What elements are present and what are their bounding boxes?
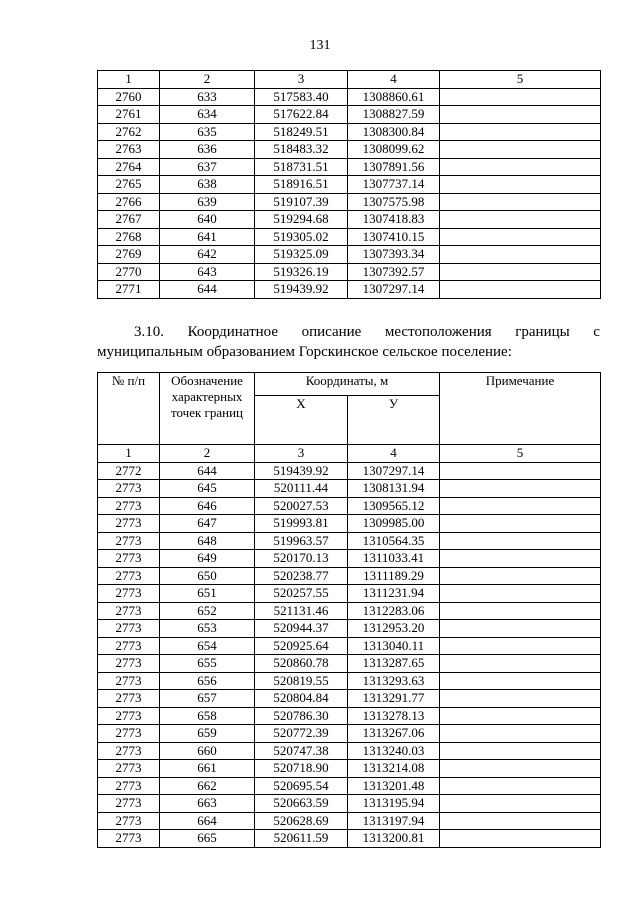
table-cell: 637 [160, 158, 255, 176]
table-cell [440, 228, 601, 246]
table-cell: 1307297.14 [348, 281, 440, 299]
table-cell: 664 [160, 812, 255, 830]
table-cell [440, 141, 601, 159]
table-row [98, 777, 601, 795]
table-cell: 1308131.94 [348, 480, 440, 498]
table-row [98, 550, 601, 568]
table-row [98, 123, 601, 141]
table-cell: 519963.57 [255, 532, 348, 550]
table-cell: 1308099.62 [348, 141, 440, 159]
table-cell: 2761 [98, 106, 160, 124]
table-row [98, 637, 601, 655]
table-row [98, 690, 601, 708]
table-row [98, 228, 601, 246]
table-cell: 519294.68 [255, 211, 348, 229]
table-cell: 651 [160, 585, 255, 603]
table-cell: 636 [160, 141, 255, 159]
table-cell: 1308860.61 [348, 88, 440, 106]
table-cell: 518483.32 [255, 141, 348, 159]
table-cell: 520027.53 [255, 497, 348, 515]
table-row [98, 515, 601, 533]
table-cell: 2772 [98, 462, 160, 480]
table-cell [440, 742, 601, 760]
table-cell: 2773 [98, 830, 160, 848]
table-cell: 520628.69 [255, 812, 348, 830]
table-cell: 1313278.13 [348, 707, 440, 725]
section-heading [97, 322, 600, 362]
table-cell: 654 [160, 637, 255, 655]
table-cell: 520111.44 [255, 480, 348, 498]
table-cell [440, 760, 601, 778]
table-cell: 518249.51 [255, 123, 348, 141]
table-cell: 2762 [98, 123, 160, 141]
table-cell: 519993.81 [255, 515, 348, 533]
table-cell: 519326.19 [255, 263, 348, 281]
table-cell [440, 812, 601, 830]
heading-word: Координатное [187, 324, 279, 340]
table-cell: 519439.92 [255, 281, 348, 299]
table-cell: 1309565.12 [348, 497, 440, 515]
table-cell: 517622.84 [255, 106, 348, 124]
table-cell: 659 [160, 725, 255, 743]
table-cell [440, 515, 601, 533]
column-number: 1 [98, 445, 160, 463]
header-y: У [348, 396, 440, 445]
header-point-designation: Обозначение характерных точек границ [160, 373, 255, 445]
table-row [98, 567, 601, 585]
table-cell [440, 497, 601, 515]
table-cell [440, 532, 601, 550]
header-number: № п/п [98, 373, 160, 445]
table-cell: 663 [160, 795, 255, 813]
heading-line-2: муниципальным образованием Горскинское сельское поселение: [97, 344, 512, 360]
heading-word: местоположения [384, 324, 492, 340]
table-cell: 519107.39 [255, 193, 348, 211]
table-row [98, 246, 601, 264]
table-cell: 2773 [98, 725, 160, 743]
table-row [98, 725, 601, 743]
table-cell: 520663.59 [255, 795, 348, 813]
table-cell: 520695.54 [255, 777, 348, 795]
table-row [98, 106, 601, 124]
table-cell: 2773 [98, 742, 160, 760]
table-cell: 1313201.48 [348, 777, 440, 795]
table-row [98, 672, 601, 690]
table-cell: 1313197.94 [348, 812, 440, 830]
table-cell: 1307393.34 [348, 246, 440, 264]
table-cell: 642 [160, 246, 255, 264]
table2-body [98, 462, 601, 847]
table-cell: 638 [160, 176, 255, 194]
table-cell: 2769 [98, 246, 160, 264]
table-cell [440, 246, 601, 264]
table-cell: 1313287.65 [348, 655, 440, 673]
table-cell: 1312953.20 [348, 620, 440, 638]
table-cell: 1313293.63 [348, 672, 440, 690]
table-cell: 520238.77 [255, 567, 348, 585]
table-cell: 653 [160, 620, 255, 638]
table-row [98, 497, 601, 515]
table-cell: 520611.59 [255, 830, 348, 848]
table-cell: 1307575.98 [348, 193, 440, 211]
table-cell: 521131.46 [255, 602, 348, 620]
table-cell [440, 550, 601, 568]
table-cell [440, 123, 601, 141]
table-cell: 520718.90 [255, 760, 348, 778]
table-row [98, 742, 601, 760]
header-x: Х [255, 396, 348, 445]
table-cell: 1313214.08 [348, 760, 440, 778]
table-row [98, 830, 601, 848]
table-cell: 1307392.57 [348, 263, 440, 281]
heading-word: описание [301, 324, 362, 340]
table-row [98, 158, 601, 176]
table-cell: 1310564.35 [348, 532, 440, 550]
table-cell [440, 637, 601, 655]
table-row [98, 88, 601, 106]
table-cell: 1307891.56 [348, 158, 440, 176]
table-cell: 646 [160, 497, 255, 515]
table-cell: 520819.55 [255, 672, 348, 690]
table-cell: 2773 [98, 480, 160, 498]
table-cell: 1313195.94 [348, 795, 440, 813]
table-cell: 520944.37 [255, 620, 348, 638]
header-coordinates: Координаты, м [255, 373, 440, 396]
table-cell [440, 158, 601, 176]
table-cell [440, 777, 601, 795]
table-cell: 1313200.81 [348, 830, 440, 848]
table-cell: 520786.30 [255, 707, 348, 725]
table-cell: 1309985.00 [348, 515, 440, 533]
table-cell [440, 263, 601, 281]
table-cell: 1312283.06 [348, 602, 440, 620]
table-cell: 1308827.59 [348, 106, 440, 124]
table-cell [440, 655, 601, 673]
table-cell: 517583.40 [255, 88, 348, 106]
table-cell [440, 480, 601, 498]
table-cell: 518731.51 [255, 158, 348, 176]
table-cell: 656 [160, 672, 255, 690]
table-cell: 1311189.29 [348, 567, 440, 585]
table-cell [440, 620, 601, 638]
table-cell [440, 462, 601, 480]
table-cell: 2766 [98, 193, 160, 211]
heading-word: с [593, 324, 600, 340]
table-cell: 2773 [98, 567, 160, 585]
table-cell: 2773 [98, 760, 160, 778]
header-note: Примечание [440, 373, 601, 445]
column-number: 5 [440, 71, 601, 89]
table-cell: 661 [160, 760, 255, 778]
heading-word: границы [515, 324, 570, 340]
column-number: 2 [160, 71, 255, 89]
table-cell: 2764 [98, 158, 160, 176]
table-cell: 2773 [98, 620, 160, 638]
table1-body [98, 88, 601, 298]
table-cell: 520804.84 [255, 690, 348, 708]
header-row [98, 373, 601, 396]
table-cell: 648 [160, 532, 255, 550]
table-cell: 1313267.06 [348, 725, 440, 743]
table-cell [440, 795, 601, 813]
table-cell: 649 [160, 550, 255, 568]
table-cell [440, 176, 601, 194]
table-cell: 645 [160, 480, 255, 498]
table-cell: 520747.38 [255, 742, 348, 760]
table-cell: 2767 [98, 211, 160, 229]
table-row [98, 602, 601, 620]
table-row [98, 707, 601, 725]
table-cell: 635 [160, 123, 255, 141]
heading-line-1 [97, 322, 600, 342]
table-cell [440, 106, 601, 124]
table-cell: 2773 [98, 515, 160, 533]
table-row [98, 760, 601, 778]
column-number: 4 [348, 71, 440, 89]
column-number: 1 [98, 71, 160, 89]
table-cell: 2765 [98, 176, 160, 194]
table-cell: 2773 [98, 532, 160, 550]
table-cell: 644 [160, 281, 255, 299]
table-cell: 634 [160, 106, 255, 124]
table-cell: 2773 [98, 690, 160, 708]
table-cell: 2768 [98, 228, 160, 246]
table-cell: 652 [160, 602, 255, 620]
table-cell: 633 [160, 88, 255, 106]
table-cell: 2760 [98, 88, 160, 106]
coordinates-table-continued [97, 70, 601, 299]
table-cell: 519305.02 [255, 228, 348, 246]
column-number: 5 [440, 445, 601, 463]
table-cell: 655 [160, 655, 255, 673]
table-row [98, 281, 601, 299]
table-cell: 2773 [98, 655, 160, 673]
column-number: 3 [255, 71, 348, 89]
table-row [98, 263, 601, 281]
table-cell: 2773 [98, 707, 160, 725]
table-cell: 2773 [98, 672, 160, 690]
table-cell [440, 725, 601, 743]
table-row [98, 193, 601, 211]
table-cell [440, 602, 601, 620]
table-cell: 660 [160, 742, 255, 760]
table-cell: 639 [160, 193, 255, 211]
table-cell: 2773 [98, 777, 160, 795]
table-cell: 641 [160, 228, 255, 246]
table-cell [440, 88, 601, 106]
table-cell: 1307410.15 [348, 228, 440, 246]
table-cell: 643 [160, 263, 255, 281]
table-cell: 520772.39 [255, 725, 348, 743]
table-cell: 520925.64 [255, 637, 348, 655]
table-cell [440, 211, 601, 229]
table-cell: 2773 [98, 497, 160, 515]
table-cell: 2763 [98, 141, 160, 159]
heading-word: 3.10. [134, 324, 164, 340]
table-row [98, 812, 601, 830]
table-row [98, 532, 601, 550]
table-cell [440, 193, 601, 211]
table-cell: 1311231.94 [348, 585, 440, 603]
table-cell: 1307418.83 [348, 211, 440, 229]
table-cell: 1313291.77 [348, 690, 440, 708]
table-cell: 1313240.03 [348, 742, 440, 760]
table-cell: 2773 [98, 637, 160, 655]
table-cell: 640 [160, 211, 255, 229]
table-cell: 2773 [98, 795, 160, 813]
table-cell: 662 [160, 777, 255, 795]
table-cell: 650 [160, 567, 255, 585]
table-cell: 518916.51 [255, 176, 348, 194]
table-row [98, 462, 601, 480]
table-cell: 519439.92 [255, 462, 348, 480]
table-cell: 1307737.14 [348, 176, 440, 194]
table-cell: 1313040.11 [348, 637, 440, 655]
table-cell: 2773 [98, 550, 160, 568]
column-number-row [98, 445, 601, 463]
coordinates-table [97, 372, 601, 848]
table-cell: 520170.13 [255, 550, 348, 568]
table-row [98, 211, 601, 229]
column-number: 2 [160, 445, 255, 463]
table-cell: 520860.78 [255, 655, 348, 673]
table-cell: 647 [160, 515, 255, 533]
table-row [98, 141, 601, 159]
page-number: 131 [309, 38, 331, 53]
column-number-row [98, 71, 601, 89]
table-cell: 657 [160, 690, 255, 708]
table-cell: 665 [160, 830, 255, 848]
table-cell [440, 585, 601, 603]
table-cell: 1311033.41 [348, 550, 440, 568]
table-cell: 1308300.84 [348, 123, 440, 141]
table-cell [440, 672, 601, 690]
table-cell [440, 281, 601, 299]
table-cell: 2773 [98, 585, 160, 603]
table-cell: 2773 [98, 602, 160, 620]
table-row [98, 795, 601, 813]
table-row [98, 585, 601, 603]
table-cell: 520257.55 [255, 585, 348, 603]
table-cell [440, 830, 601, 848]
table-cell: 2771 [98, 281, 160, 299]
table-cell: 644 [160, 462, 255, 480]
table-row [98, 655, 601, 673]
table-row [98, 480, 601, 498]
table-cell: 658 [160, 707, 255, 725]
table-cell: 2770 [98, 263, 160, 281]
table-cell [440, 690, 601, 708]
table-row [98, 176, 601, 194]
table-cell: 519325.09 [255, 246, 348, 264]
table-cell: 1307297.14 [348, 462, 440, 480]
table-cell: 2773 [98, 812, 160, 830]
table-cell [440, 707, 601, 725]
table-cell [440, 567, 601, 585]
column-number: 3 [255, 445, 348, 463]
column-number: 4 [348, 445, 440, 463]
table-row [98, 620, 601, 638]
